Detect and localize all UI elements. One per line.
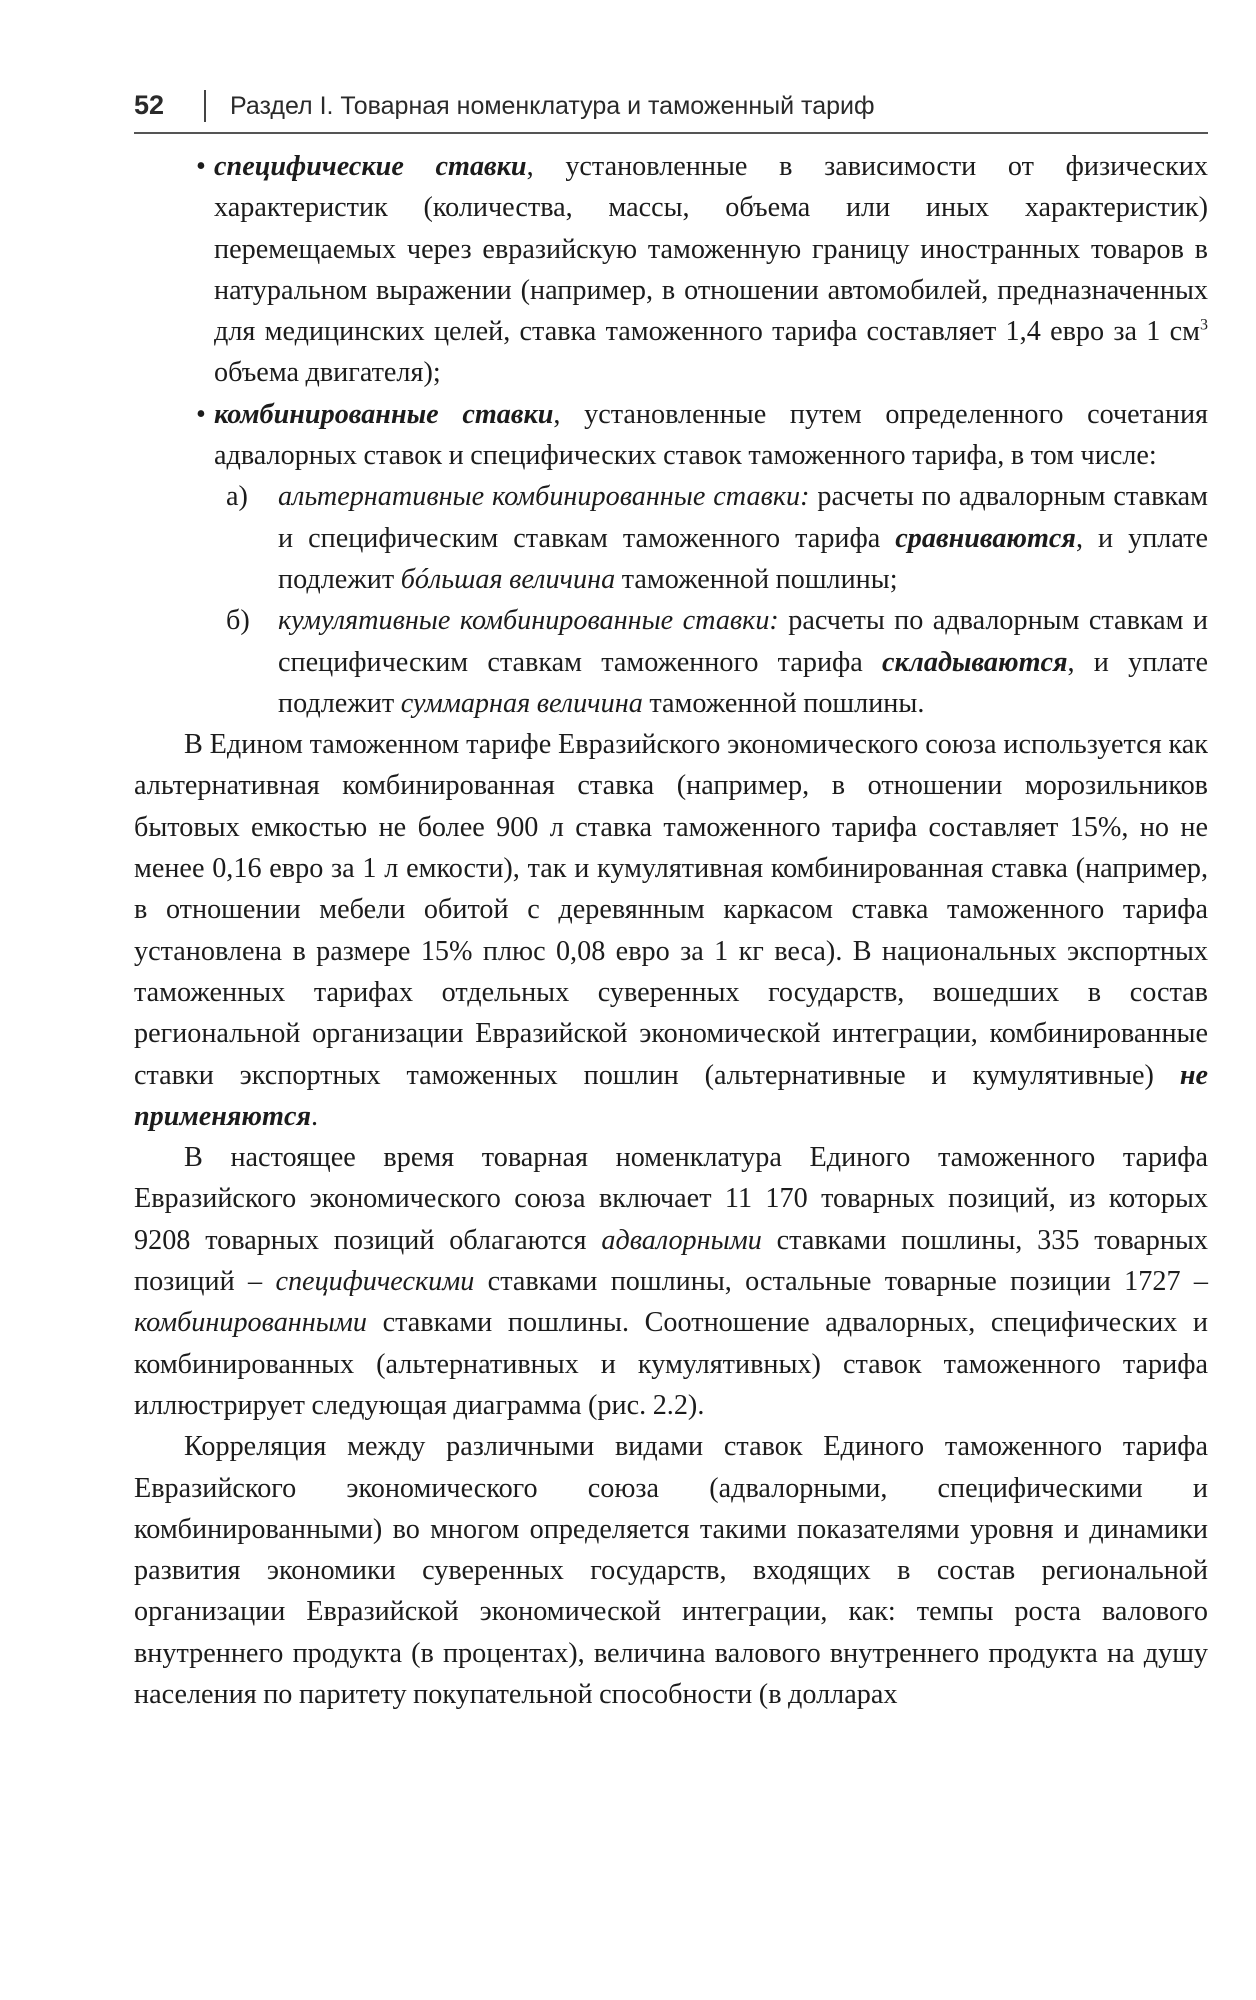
header-divider	[204, 90, 206, 122]
header-rule	[134, 132, 1208, 134]
emphasis: комбинированными	[134, 1307, 367, 1339]
paragraph-tariff-usage	[134, 724, 1208, 1137]
emphasis: бóльшая величина	[400, 563, 616, 595]
paragraph-nomenclature-stats	[134, 1137, 1208, 1426]
emphasis: сравниваются	[895, 522, 1076, 554]
emphasis: не применяются	[134, 1059, 1208, 1132]
bullet-text: , установленные путем определенного сочетания адвалорных ставок и специфических ставок таможенного тарифа, в том числе:	[214, 398, 1208, 472]
paragraph-text: Корреляция между различными видами ставок Единого таможенного тарифа Евразийского экономического союза (адвалорными, специфическими и комбинированными) во многом определяется такими показателями уровня и динамики развития экономики суверенных государств, входящих в состав региональной организации Евразийской экономической интеграции, как: темпы роста валового внутреннего продукта (в процентах), величина валового внутреннего продукта на душу населения по паритету покупательной способности (в долларах	[134, 1431, 1208, 1710]
emphasis: складываются	[882, 646, 1068, 678]
section-title: Раздел I. Товарная номенклатура и таможенный тариф	[230, 92, 875, 120]
subitem-text: , и уплате подлежит	[278, 522, 1208, 595]
paragraph-text: ставками пошлины. Соотношение адвалорных, специфических и комбинированных (альтернативных и кумулятивных) ставок таможенного тарифа иллюстрирует следующая диаграмма (рис. 2.2).	[134, 1307, 1208, 1421]
term-specific-rates: специфические ставки	[214, 151, 527, 182]
page-number: 52	[134, 90, 165, 120]
paragraph-correlation	[134, 1426, 1208, 1715]
subitem-text: таможенной пошлины;	[615, 563, 898, 595]
subitem-text: , и уплате подлежит	[278, 646, 1208, 719]
bullet-text-end: объема двигателя);	[214, 357, 441, 389]
paragraph-text: В настоящее время товарная номенклатура Единого таможенного тарифа Евразийского экономического союза включает 11 170 товарных позиций, из которых 9208 товарных позиций облагаются	[134, 1142, 1208, 1256]
bullet-marker: •	[196, 398, 206, 430]
term-cumulative-rates: кумулятивные комбинированные ставки:	[278, 605, 779, 637]
superscript: 3	[1200, 316, 1208, 334]
paragraph-end: .	[310, 1100, 319, 1132]
subitem-marker: б)	[226, 605, 250, 637]
bullet-combined-rates	[134, 394, 1208, 477]
bullet-text: , установленные в зависимости от физических характеристик (количества, массы, объема или иных характеристик) перемещаемых через евразийскую таможенную границу иностранных товаров в натуральном выражении (например, в отношении автомобилей, предназначенных для медицинских целей, ставка таможенного тарифа составляет 1,4 евро за 1 см	[214, 151, 1208, 348]
term-combined-rates: комбинированные ставки	[214, 398, 554, 430]
paragraph-text: ставками пошлины, 335 товарных позиций –	[134, 1224, 1208, 1298]
subitem-marker: а)	[226, 481, 248, 513]
subitem-cumulative	[134, 600, 1208, 724]
paragraph-text: ставками пошлины, остальные товарные позиции 1727 –	[474, 1266, 1208, 1298]
page-body	[134, 146, 1208, 1715]
emphasis: суммарная величина	[400, 687, 643, 719]
paragraph-text: В Едином таможенном тарифе Евразийского экономического союза используется как альтернативная комбинированная ставка (например, в отношении морозильников бытовых емкостью не более 900 л ставка таможенного тарифа составляет 15%, но не менее 0,16 евро за 1 л емкости), так и кумулятивная комбинированная ставка (например, в отношении мебели обитой с деревянным каркасом ставка таможенного тарифа установлена в размере 15% плюс 0,08 евро за 1 кг веса). В национальных экспортных таможенных тарифах отдельных суверенных государств, вошедших в состав региональной организации Евразийской экономической интеграции, комбинированные ставки экспортных таможенных пошлин (альтернативные и кумулятивные)	[134, 729, 1208, 1091]
subitem-text: таможенной пошлины.	[642, 687, 925, 719]
subitem-text: расчеты по адвалорным ставкам и специфическим ставкам таможенного тарифа	[278, 481, 1208, 554]
bullet-specific-rates	[134, 146, 1208, 394]
emphasis: адвалорными	[601, 1224, 762, 1256]
running-header	[134, 88, 1208, 134]
term-alternative-rates: альтернативные комбинированные ставки:	[278, 481, 810, 513]
subitem-alternative	[134, 476, 1208, 600]
bullet-marker: •	[196, 151, 206, 182]
emphasis: специфическими	[275, 1266, 475, 1298]
subitem-text: расчеты по адвалорным ставкам и специфическим ставкам таможенного тарифа	[278, 605, 1209, 678]
